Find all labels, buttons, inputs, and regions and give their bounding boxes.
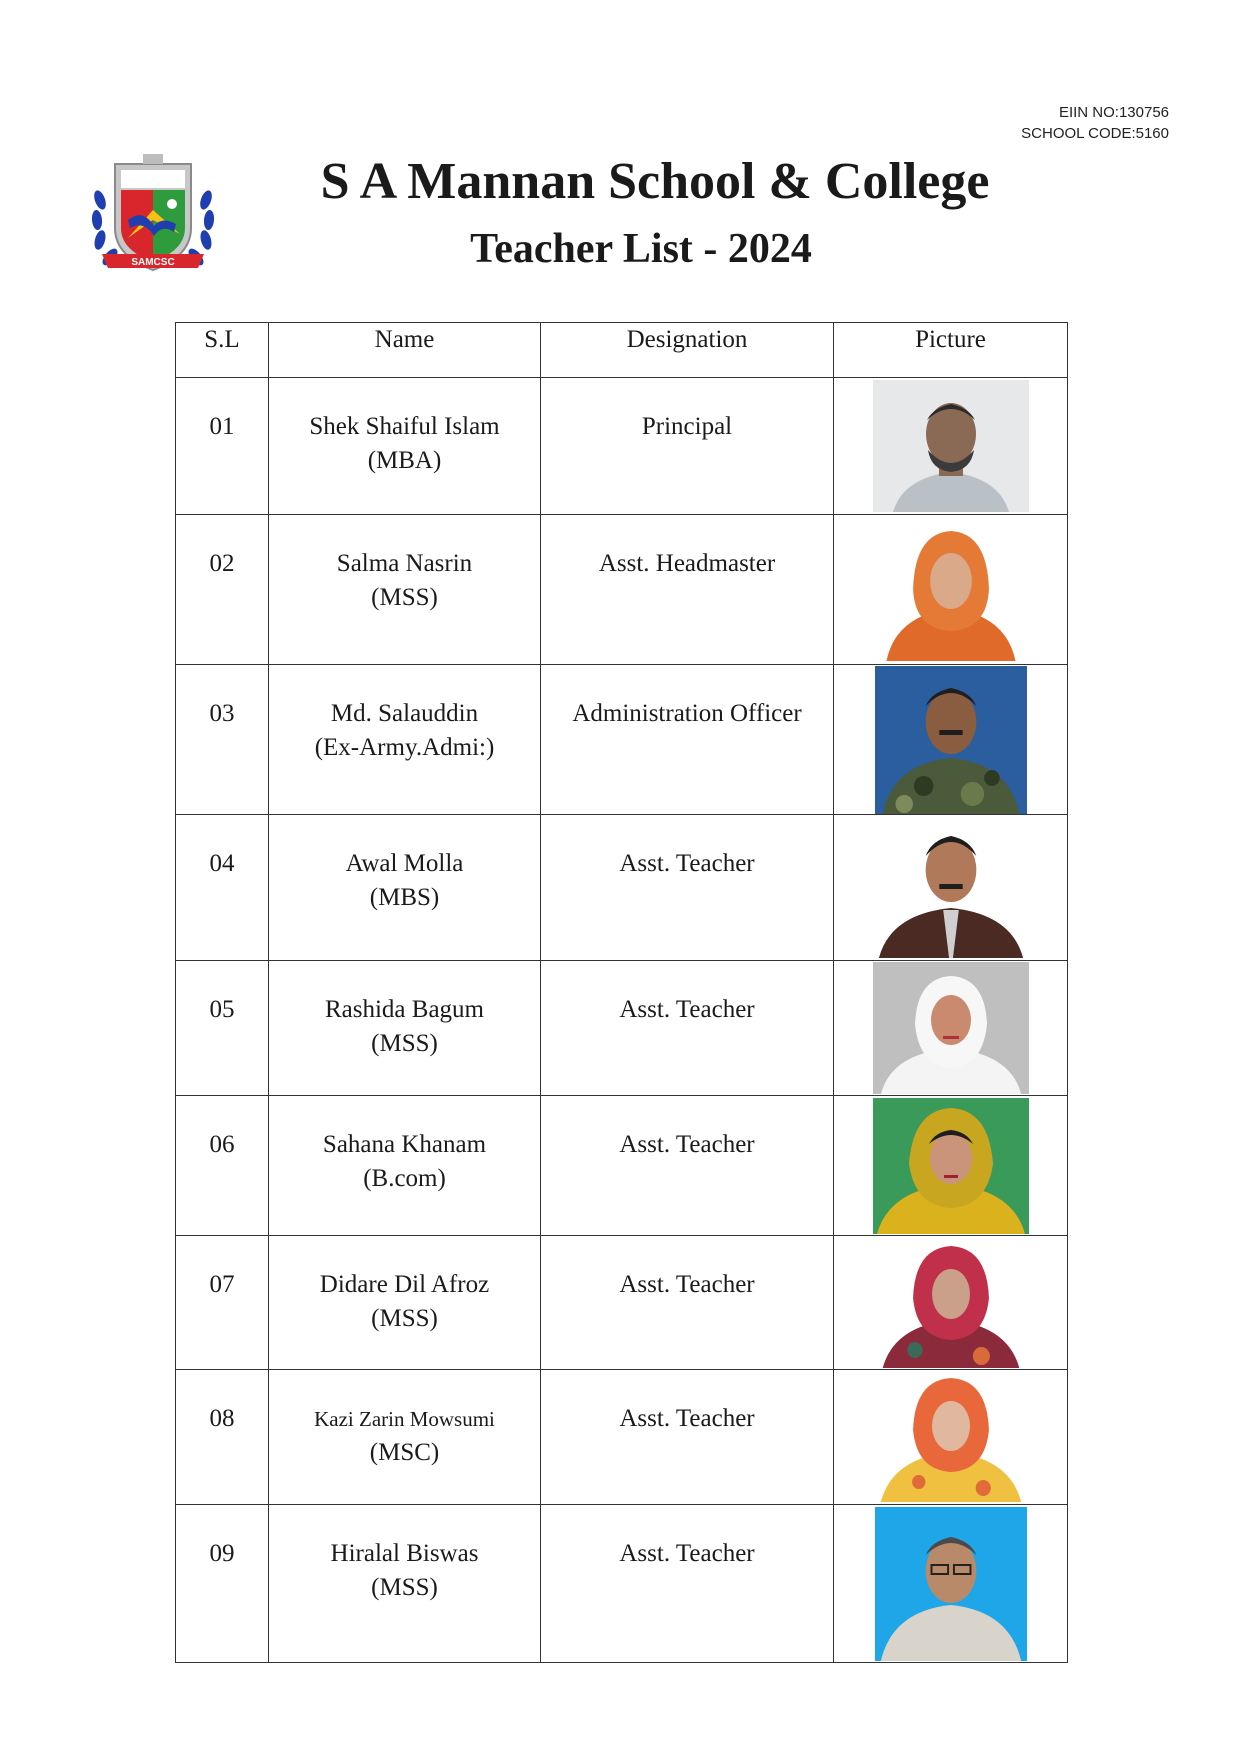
teacher-photo: [877, 519, 1025, 661]
serial-cell: 01: [176, 378, 269, 515]
teacher-name: Kazi Zarin Mowsumi: [314, 1407, 495, 1431]
teacher-name: Sahana Khanam: [322, 1131, 487, 1158]
teacher-photo: [875, 818, 1027, 958]
table-row: [176, 665, 1068, 815]
serial-cell: 08: [176, 1370, 269, 1505]
designation-cell: Asst. Teacher: [541, 1236, 834, 1370]
serial-cell: 09: [176, 1505, 269, 1663]
designation-cell: Asst. Teacher: [541, 961, 834, 1096]
table-row: [176, 1505, 1068, 1663]
column-header-picture: Picture: [834, 323, 1068, 378]
picture-cell: [834, 1236, 1068, 1370]
table-row: [176, 961, 1068, 1096]
teacher-photo: [875, 666, 1027, 814]
designation-cell: Asst. Headmaster: [541, 515, 834, 665]
picture-cell: [834, 1505, 1068, 1663]
picture-cell: [834, 1096, 1068, 1236]
school-identifiers: [1021, 102, 1169, 144]
serial-cell: 06: [176, 1096, 269, 1236]
teacher-photo: [877, 1238, 1025, 1368]
teacher-degree: (Ex-Army.Admi:): [314, 734, 495, 761]
teacher-photo: [877, 1372, 1025, 1502]
eiin-number: EIIN NO:130756: [1058, 104, 1169, 121]
table-row: [176, 815, 1068, 961]
name-cell: [269, 378, 541, 515]
teacher-degree: (MBS): [369, 884, 440, 911]
picture-cell: [834, 378, 1068, 515]
name-cell: [269, 1096, 541, 1236]
teacher-degree: (MSS): [371, 1305, 438, 1332]
teacher-photo: [873, 962, 1029, 1094]
teacher-degree: (B.com): [363, 1165, 446, 1192]
teacher-degree: (MSC): [369, 1439, 440, 1466]
page-title: S A Mannan School & College: [320, 153, 990, 210]
serial-cell: 02: [176, 515, 269, 665]
logo-text: SAMCSC: [131, 257, 175, 268]
teacher-table: [175, 322, 1068, 1663]
picture-cell: [834, 665, 1068, 815]
teacher-photo: [873, 380, 1029, 512]
designation-cell: Asst. Teacher: [541, 1505, 834, 1663]
teacher-name: Salma Nasrin: [336, 550, 473, 577]
serial-cell: 03: [176, 665, 269, 815]
teacher-photo: [875, 1507, 1027, 1661]
serial-cell: 04: [176, 815, 269, 961]
school-code: SCHOOL CODE:5160: [1021, 125, 1169, 142]
teacher-degree: (MSS): [371, 1574, 438, 1601]
teacher-degree: (MSS): [371, 1030, 438, 1057]
serial-cell: 07: [176, 1236, 269, 1370]
column-header-name: Name: [269, 323, 541, 378]
designation-cell: Asst. Teacher: [541, 1370, 834, 1505]
teacher-name: Awal Molla: [345, 850, 464, 877]
designation-cell: Principal: [541, 378, 834, 515]
serial-cell: 05: [176, 961, 269, 1096]
table-row: [176, 1370, 1068, 1505]
picture-cell: [834, 815, 1068, 961]
table-header-row: [176, 323, 1068, 378]
table-row: [176, 1096, 1068, 1236]
table-row: [176, 378, 1068, 515]
teacher-name: Didare Dil Afroz: [319, 1271, 490, 1298]
teacher-name: Rashida Bagum: [324, 996, 484, 1023]
designation-cell: Administration Officer: [541, 665, 834, 815]
teacher-photo: [873, 1098, 1029, 1234]
page-subtitle: Teacher List - 2024: [470, 226, 812, 272]
teacher-name: Md. Salauddin: [330, 700, 479, 727]
column-header-designation: Designation: [541, 323, 834, 378]
column-header-sl: S.L: [176, 323, 269, 378]
name-cell: [269, 1236, 541, 1370]
teacher-degree: (MBA): [367, 447, 442, 474]
picture-cell: [834, 1370, 1068, 1505]
teacher-name: Shek Shaiful Islam: [309, 413, 500, 440]
teacher-degree: (MSS): [371, 584, 438, 611]
designation-cell: Asst. Teacher: [541, 1096, 834, 1236]
name-cell: [269, 1505, 541, 1663]
name-cell: [269, 815, 541, 961]
teacher-name: Hiralal Biswas: [330, 1540, 479, 1567]
name-cell: [269, 961, 541, 1096]
table-row: [176, 1236, 1068, 1370]
picture-cell: [834, 515, 1068, 665]
designation-cell: Asst. Teacher: [541, 815, 834, 961]
name-cell: [269, 665, 541, 815]
picture-cell: [834, 961, 1068, 1096]
table-row: [176, 515, 1068, 665]
name-cell: [269, 1370, 541, 1505]
name-cell: [269, 515, 541, 665]
